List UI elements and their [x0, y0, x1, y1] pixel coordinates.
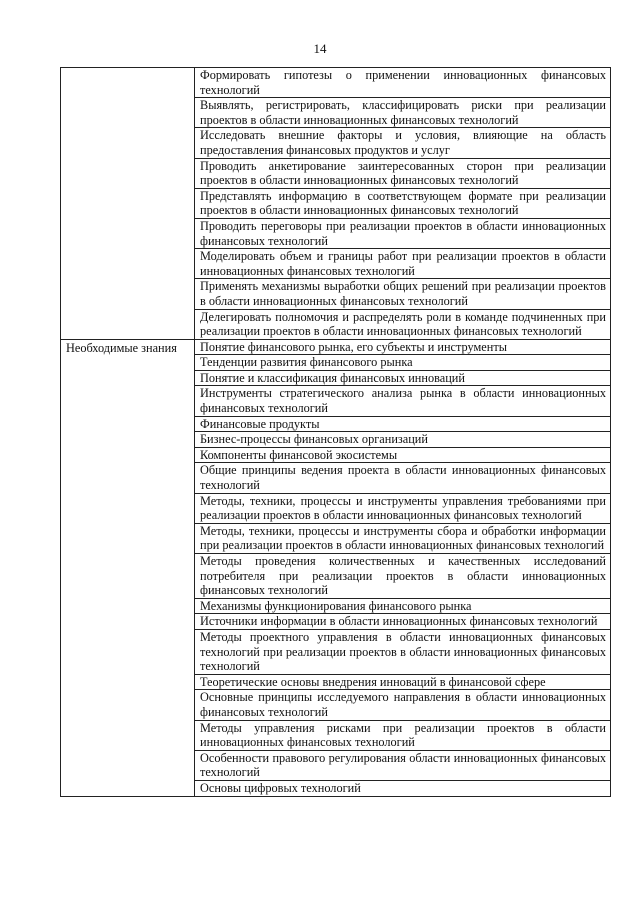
requirement-text: Методы, техники, процессы и инструменты управления требованиями при реализации проектов в области инновационных финансовых технологий: [200, 493, 606, 523]
requirement-item: [195, 188, 611, 218]
requirement-item: [195, 309, 611, 339]
requirement-item: [195, 523, 611, 553]
requirement-text: Основные принципы исследуемого направления в области инновационных финансовых технологий: [200, 690, 606, 719]
requirement-item: [195, 614, 611, 630]
requirement-text: Механизмы функционирования финансового рынка: [200, 598, 472, 613]
requirement-text: Методы, техники, процессы и инструменты сбора и обработки информации при реализации проектов в области инновационных финансовых технологий: [200, 523, 606, 553]
requirement-item: [195, 370, 611, 386]
requirement-item: [195, 720, 611, 750]
requirement-text: Компоненты финансовой экосистемы: [200, 447, 398, 462]
requirement-text: Методы проектного управления в области инновационных финансовых технологий при реализации проектов в области инновационных финансовых технологий: [200, 629, 606, 674]
requirement-item: [195, 554, 611, 599]
requirement-item: [195, 416, 611, 432]
requirement-text: Источники информации в области инновационных финансовых технологий: [200, 614, 598, 629]
requirement-text: Применять механизмы выработки общих решений при реализации проектов в области инновационных финансовых технологий: [200, 279, 606, 308]
page-number: 14: [313, 41, 327, 56]
requirement-text: Основы цифровых технологий: [200, 780, 361, 795]
requirement-item: [195, 279, 611, 309]
requirement-item: [195, 68, 611, 98]
requirement-text: Проводить переговоры при реализации проектов в области инновационных финансовых технологий: [200, 218, 606, 248]
requirement-item: [195, 339, 611, 355]
requirement-text: Моделировать объем и границы работ при реализации проектов в области инновационных финансовых технологий: [200, 249, 606, 278]
requirement-text: Представлять информацию в соответствующем формате при реализации проектов в области инновационных финансовых технологий: [200, 188, 606, 218]
requirement-item: [195, 98, 611, 128]
requirement-text: Проводить анкетирование заинтересованных сторон при реализации проектов в области инновационных финансовых технологий: [200, 158, 606, 188]
requirement-item: [195, 249, 611, 279]
requirement-item: [195, 629, 611, 674]
requirement-text: Тенденции развития финансового рынка: [200, 355, 413, 370]
requirement-item: [195, 218, 611, 248]
requirement-item: [195, 463, 611, 493]
category-label: [61, 68, 195, 340]
requirement-text: Финансовые продукты: [200, 416, 320, 431]
table-row: [61, 68, 611, 98]
requirement-text: Понятие и классификация финансовых инноваций: [200, 370, 465, 385]
category-label: Необходимые знания: [61, 339, 195, 796]
requirement-item: [195, 355, 611, 371]
requirements-table: [60, 67, 611, 797]
requirement-item: [195, 674, 611, 690]
requirement-item: [195, 432, 611, 448]
requirement-text: Особенности правового регулирования области инновационных финансовых технологий: [200, 750, 606, 780]
requirement-item: [195, 598, 611, 614]
requirement-item: [195, 447, 611, 463]
requirement-item: [195, 386, 611, 416]
requirements-table-body: [61, 68, 611, 797]
requirement-text: Теоретические основы внедрения инноваций в финансовой сфере: [200, 674, 546, 689]
requirement-item: [195, 690, 611, 720]
requirement-text: Формировать гипотезы о применении инновационных финансовых технологий: [200, 68, 606, 97]
requirement-text: Выявлять, регистрировать, классифицировать риски при реализации проектов в области инновационных финансовых технологий: [200, 98, 606, 127]
requirement-item: [195, 128, 611, 158]
requirement-text: Методы проведения количественных и качественных исследований потребителя при реализации проектов в области инновационных финансовых технологий: [200, 554, 606, 598]
requirement-text: Методы управления рисками при реализации проектов в области инновационных финансовых технологий: [200, 720, 606, 750]
requirement-item: [195, 493, 611, 523]
requirement-text: Бизнес-процессы финансовых организаций: [200, 432, 428, 447]
requirement-item: [195, 750, 611, 780]
requirement-text: Понятие финансового рынка, его субъекты и инструменты: [200, 339, 507, 354]
requirement-text: Инструменты стратегического анализа рынка в области инновационных финансовых технологий: [200, 386, 606, 416]
requirement-text: Исследовать внешние факторы и условия, влияющие на область предоставления финансовых продуктов и услуг: [200, 128, 606, 157]
requirement-text: Общие принципы ведения проекта в области инновационных финансовых технологий: [200, 463, 606, 493]
table-row: [61, 339, 611, 355]
requirement-item: [195, 158, 611, 188]
requirement-text: Делегировать полномочия и распределять роли в команде подчиненных при реализации проектов в области инновационных финансовых технологий: [200, 309, 606, 339]
requirement-item: [195, 780, 611, 796]
